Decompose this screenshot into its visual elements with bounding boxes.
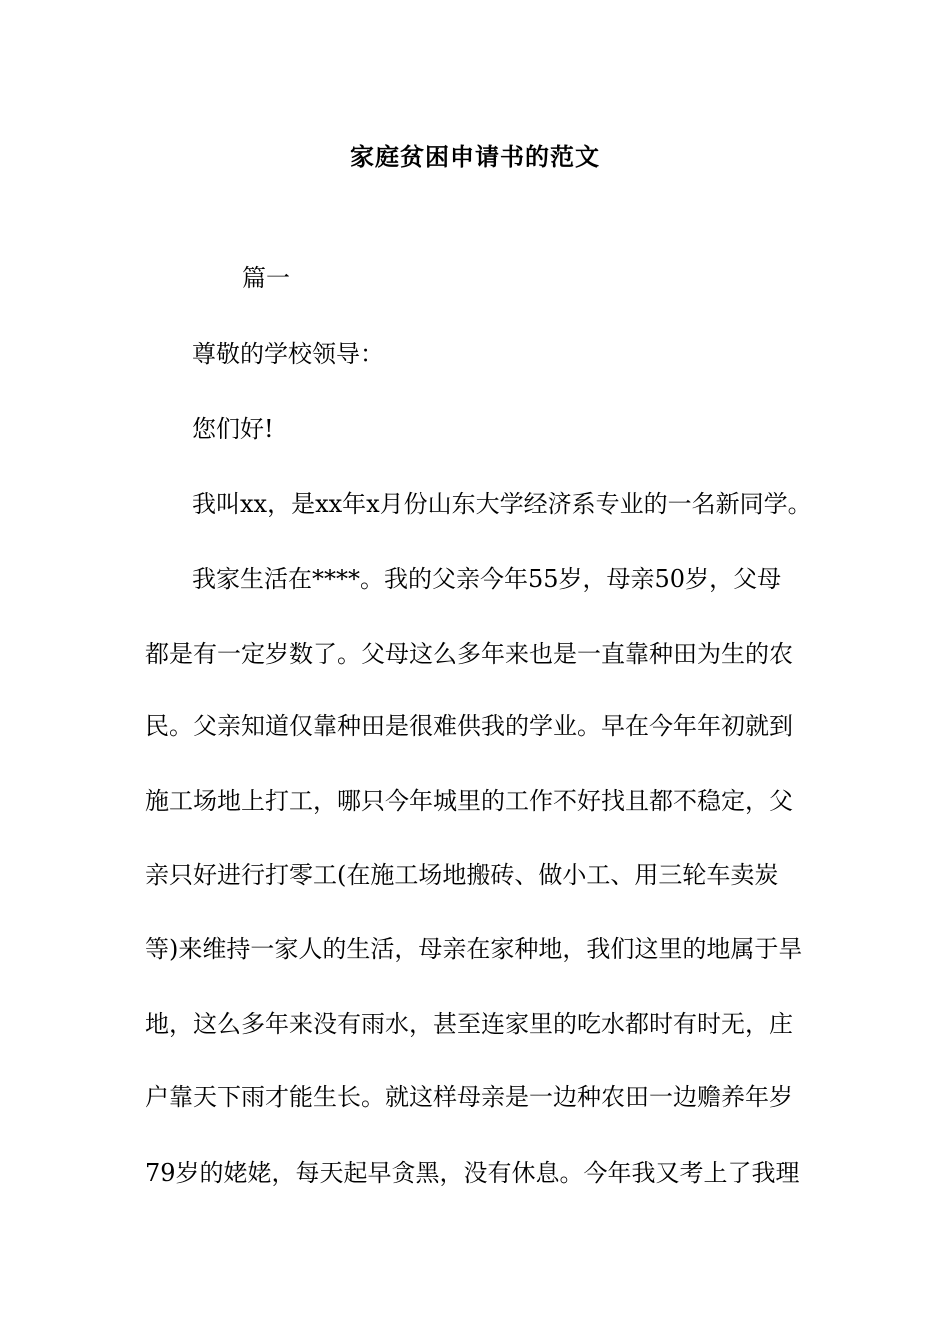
body-line: 民。父亲知道仅靠种田是很难供我的学业。早在今年年初就到 xyxy=(145,712,793,740)
body-line: 施工场地上打工，哪只今年城里的工作不好找且都不稳定，父 xyxy=(145,787,793,815)
document-title: 家庭贫困申请书的范文 xyxy=(350,142,600,171)
body-line: 都是有一定岁数了。父母这么多年来也是一直靠种田为生的农 xyxy=(145,640,793,668)
body-line: 79岁的姥姥，每天起早贪黑，没有休息。今年我又考上了我理 xyxy=(145,1159,800,1187)
body-line: 地，这么多年来没有雨水，甚至连家里的吃水都时有时无，庄 xyxy=(145,1010,793,1038)
body-line: 户靠天下雨才能生长。就这样母亲是一边种农田一边赡养年岁 xyxy=(145,1083,793,1111)
body-line: 等)来维持一家人的生活，母亲在家种地，我们这里的地属于旱 xyxy=(145,935,803,963)
intro-paragraph: 我叫xx，是xx年x月份山东大学经济系专业的一名新同学。 xyxy=(192,490,812,518)
salutation: 尊敬的学校领导： xyxy=(192,340,384,368)
body-line: 我家生活在****。我的父亲今年55岁，母亲50岁，父母 xyxy=(192,565,782,593)
greeting: 您们好! xyxy=(192,415,274,443)
body-line: 亲只好进行打零工(在施工场地搬砖、做小工、用三轮车卖炭 xyxy=(145,861,779,889)
section-heading: 篇一 xyxy=(242,264,290,292)
